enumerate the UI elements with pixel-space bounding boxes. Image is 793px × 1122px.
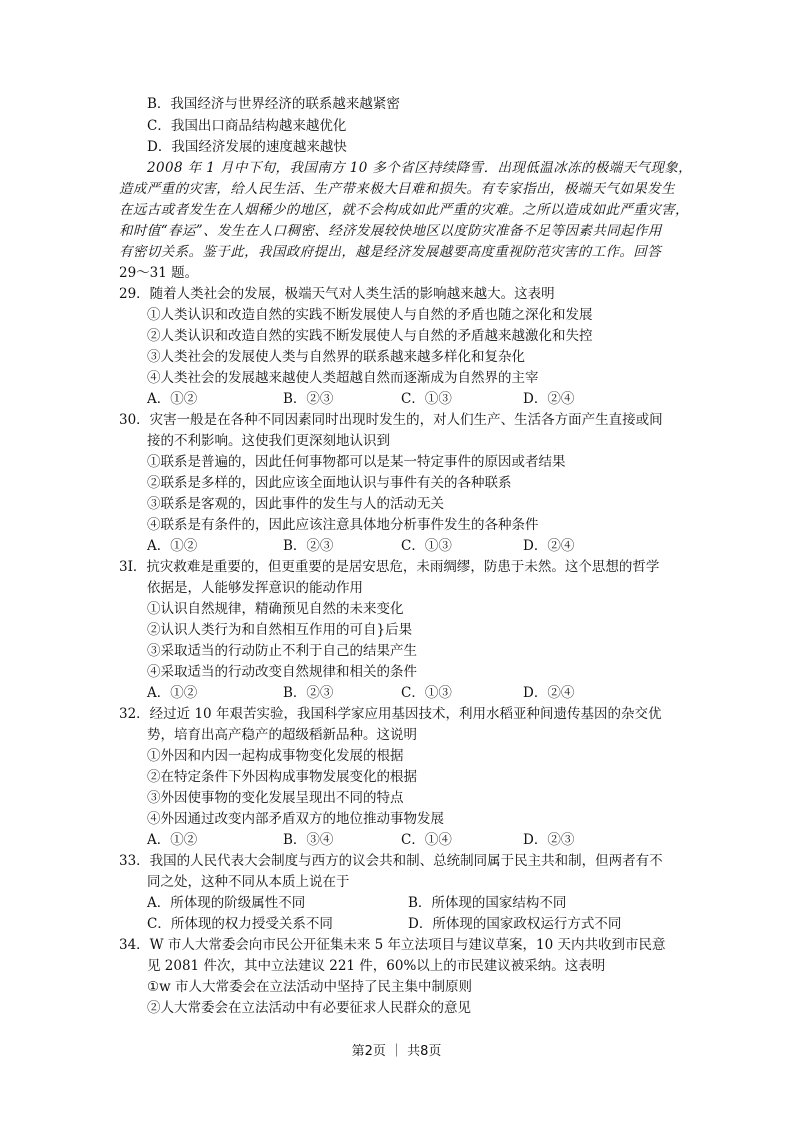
question-34-stem: 34．W 市人大常委会向市民公开征集未来 5 年立法项目与建议草案，10 天内共收到市民意 — [119, 937, 666, 953]
question-30-stem: 30．灾害一般是在各种不同因素同时出现时发生的，对人们生产、生活各方面产生直接或间 — [119, 412, 663, 428]
choice-d: D．②④ — [523, 538, 575, 554]
choice-a: A．①② — [147, 685, 198, 701]
question-29-item: ②人类认识和改造自然的实践不断发展使人与自然的矛盾越来越激化和失控 — [147, 328, 593, 344]
choice-c: C．①④ — [401, 832, 452, 848]
question-33-choices-row1 — [147, 893, 667, 914]
choice-b: B．②③ — [283, 391, 334, 407]
choice-b: B．③④ — [283, 832, 334, 848]
question-32-stem: 势，培育出高产稳产的超级稻新品种。这说明 — [147, 727, 417, 743]
option-b: B．我国经济与世界经济的联系越来越紧密 — [147, 96, 400, 112]
question-33-stem: 33．我国的人民代表大会制度与西方的议会共和制、总统制同属于民主共和制，但两者有不 — [119, 853, 663, 869]
question-32-item: ①外因和内因一起构成事物变化发展的根据 — [147, 748, 404, 764]
question-31-item: ③采取适当的行动防止不利于自己的结果产生 — [147, 643, 417, 659]
question-31-item: ①认识自然规律，精确预见自然的未来变化 — [147, 601, 404, 617]
question-29-choices — [147, 389, 667, 410]
question-31-stem: 依据是，人能够发挥意识的能动作用 — [147, 580, 363, 596]
question-31-item: ②认识人类行为和自然相互作用的可自}后果 — [147, 622, 413, 638]
option-d: D．我国经济发展的速度越来越快 — [147, 139, 347, 155]
option-c: C．我国出口商品结构越来越优化 — [147, 118, 347, 134]
choice-c: C．①③ — [401, 391, 452, 407]
question-30-item: ②联系是多样的，因此应该全面地认识与事件有关的各种联系 — [147, 475, 512, 491]
question-32-item: ③外因使事物的变化发展呈现出不同的特点 — [147, 790, 404, 806]
question-31-stem: 3I．抗灾救难是重要的，但更重要的是居安思危，未雨绸缪，防患于未然。这个思想的哲学 — [119, 559, 660, 575]
material-line: 2008 年 1 月中下旬，我国南方 10 多个省区持续降雪．出现低温冰冻的极端天气现象， — [147, 160, 693, 176]
question-33-stem: 同之处，这种不同从本质上说在于 — [147, 874, 350, 890]
material-line: 造成严重的灾害，给人民生活、生产带来极大目难和损失。有专家指出，极端天气如果发生 — [119, 181, 675, 197]
question-32-item: ④外因通过改变内部矛盾双方的地位推动事物发展 — [147, 811, 444, 827]
question-29-stem: 29．随着人类社会的发展，极端天气对人类生活的影响越来越大。这表明 — [119, 286, 555, 302]
choice-d: D．②④ — [523, 685, 575, 701]
question-33-choices-row2 — [147, 914, 667, 935]
choice-a: A．①② — [147, 391, 198, 407]
choice-a: A．①② — [147, 832, 198, 848]
page-footer: 第2页 ｜ 共8页 — [351, 1044, 442, 1059]
question-29-item: ③人类社会的发展使人类与自然界的联系越来越多样化和复杂化 — [147, 349, 525, 365]
question-30-choices — [147, 536, 667, 557]
question-31-choices — [147, 683, 667, 704]
choice-c: C．所体现的权力授受关系不同 — [147, 916, 333, 932]
material-line: 有密切关系。鉴于此，我国政府提出，越是经济发展越要高度重视防范灾害的工作。回答 — [119, 244, 662, 260]
question-32-item: ②在特定条件下外因构成事物发展变化的根据 — [147, 769, 417, 785]
question-30-item: ④联系是有条件的，因此应该注意具体地分析事件发生的各种条件 — [147, 517, 539, 533]
question-30-stem: 接的不利影响。这使我们更深刻地认识到 — [147, 433, 390, 449]
choice-a: A．所体现的阶级属性不同 — [147, 895, 306, 911]
question-30-item: ③联系是客观的，因此事件的发生与人的活动无关 — [147, 496, 444, 512]
choice-c: C．①③ — [401, 685, 452, 701]
material-line: 在远古或者发生在人烟稀少的地区，就不会构成如此严重的灾难。之所以造成如此严重灾害， — [119, 202, 689, 218]
material-line: 和时值“春运”、发生在人口稠密、经济发展较快地区以度防灾准备不足等因素共同起作用 — [119, 223, 662, 239]
question-29-item: ①人类认识和改造自然的实践不断发展使人与自然的矛盾也随之深化和发展 — [147, 307, 593, 323]
material-line: 29～31 题。 — [119, 265, 199, 281]
choice-b: B．所体现的国家结构不同 — [408, 895, 567, 911]
question-32-stem: 32．经过近 10 年艰苦实验，我国科学家应用基因技术，利用水稻亚种间遗传基因的杂交优 — [119, 706, 662, 722]
choice-d: D．②④ — [523, 391, 575, 407]
choice-b: B．②③ — [283, 538, 334, 554]
question-34-item: ①w 市人大常委会在立法活动中坚持了民主集中制原则 — [147, 979, 472, 995]
question-31-item: ④采取适当的行动改变自然规律和相关的条件 — [147, 664, 417, 680]
choice-d: D．②③ — [523, 832, 575, 848]
question-34-item: ②人大常委会在立法活动中有必要征求人民群众的意见 — [147, 1000, 471, 1016]
question-29-item: ④人类社会的发展越来越使人类超越自然而逐渐成为自然界的主宰 — [147, 370, 539, 386]
choice-c: C．①③ — [401, 538, 452, 554]
question-32-choices — [147, 830, 667, 851]
choice-d: D．所体现的国家政权运行方式不同 — [408, 916, 622, 932]
question-30-item: ①联系是普遍的，因此任何事物都可以是某一特定事件的原因或者结果 — [147, 454, 566, 470]
question-34-stem: 见 2081 件次，其中立法建议 221 件，60%以上的市民建议被采纳。这表明 — [147, 958, 606, 974]
choice-b: B．②③ — [283, 685, 334, 701]
choice-a: A．①② — [147, 538, 198, 554]
